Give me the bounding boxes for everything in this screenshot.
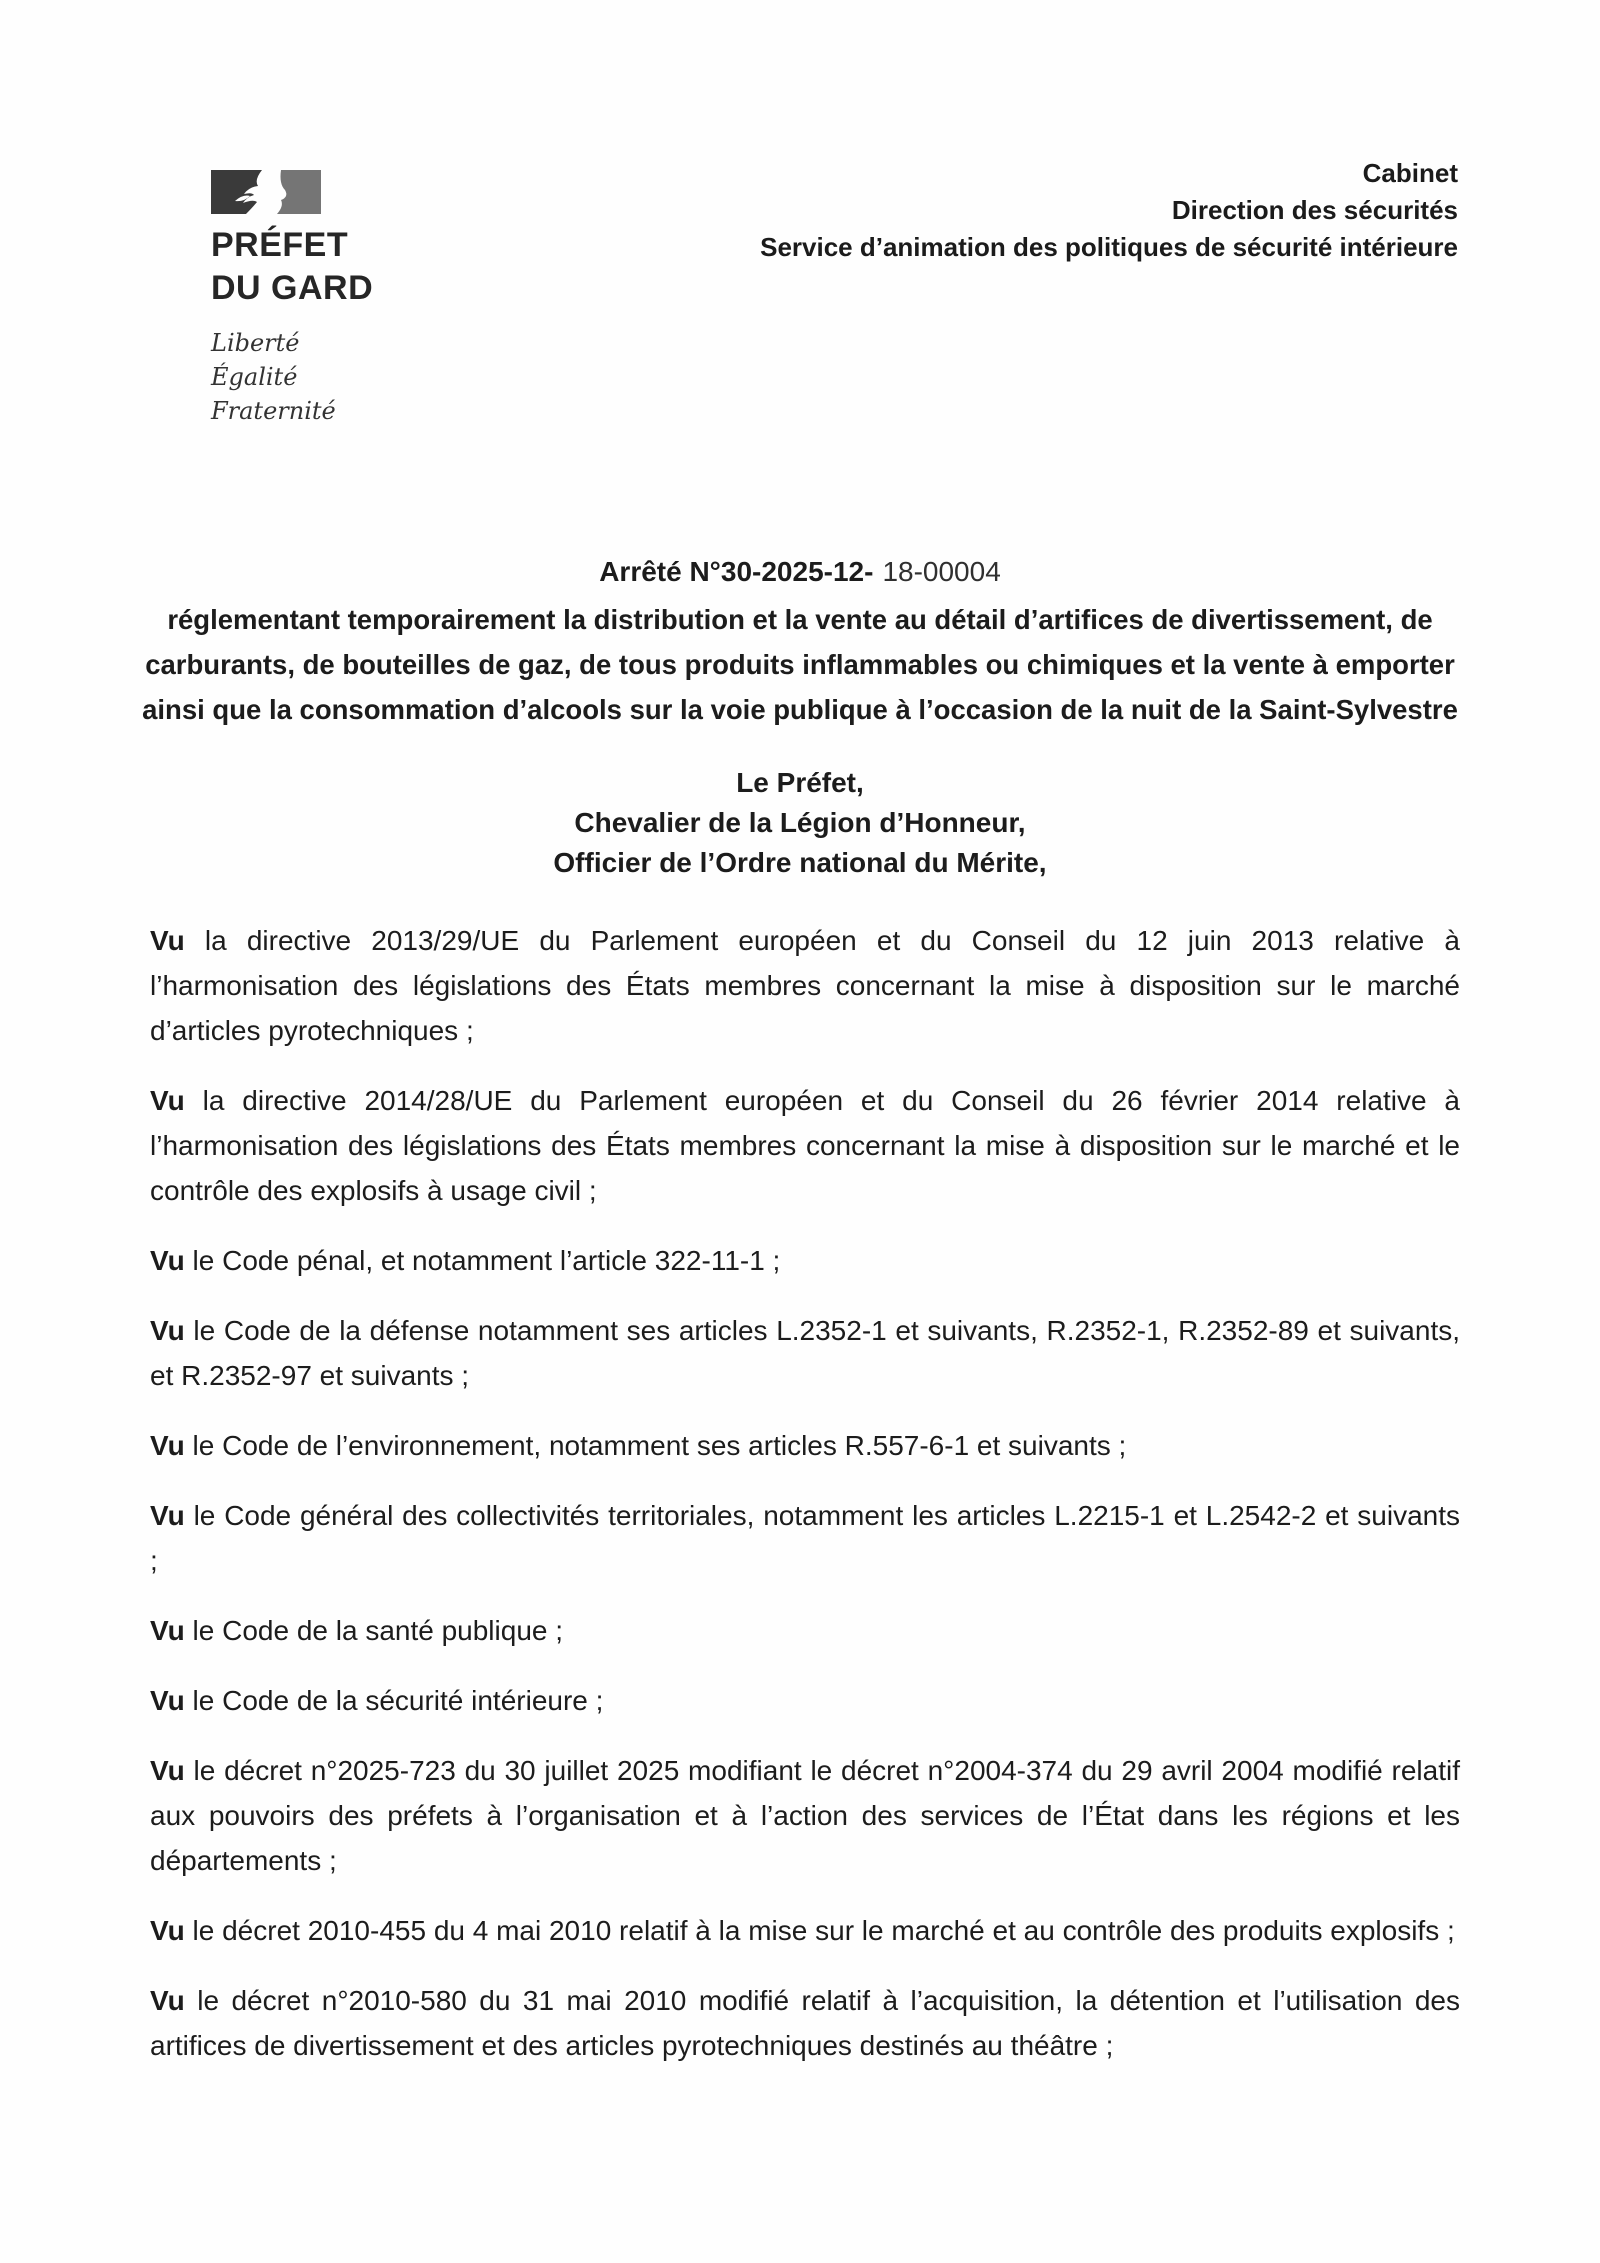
vu-lead: Vu — [150, 1755, 185, 1786]
recital-text: le décret n°2010-580 du 31 mai 2010 modifié relatif à l’acquisition, la détention et l’utilisation des artifices de divertissement et des articles pyrotechniques destinés au théâtre ; — [150, 1985, 1460, 2061]
vu-lead: Vu — [150, 1085, 185, 1116]
motto-egalite: Égalité — [211, 363, 298, 391]
header-department-block — [760, 155, 1458, 266]
recital-text: le Code général des collectivités territoriales, notamment les articles L.2215-1 et L.2542-2 et suivants ; — [150, 1500, 1460, 1576]
salutation-legion: Chevalier de la Légion d’Honneur, — [574, 807, 1026, 838]
prefecture-name — [211, 224, 373, 310]
motto-liberte: Liberté — [211, 329, 300, 357]
recital-text: le Code de la défense notamment ses articles L.2352-1 et suivants, R.2352-1, R.2352-89 et suivants, et R.2352-97 et suivants ; — [150, 1315, 1460, 1391]
marianne-logo-icon — [211, 170, 321, 214]
prefecture-name-line1: PRÉFET — [211, 226, 349, 264]
vu-lead: Vu — [150, 1615, 185, 1646]
salutation-merite: Officier de l’Ordre national du Mérite, — [553, 847, 1047, 878]
vu-lead: Vu — [150, 1915, 185, 1946]
recital-text: le décret 2010-455 du 4 mai 2010 relatif à la mise sur le marché et au contrôle des produits explosifs ; — [192, 1915, 1455, 1946]
recital-text: le Code de la sécurité intérieure ; — [192, 1685, 604, 1716]
arrete-subject: réglementant temporairement la distribution et la vente au détail d’artifices de divertissement, de carburants, de bouteilles de gaz, de tous produits inflammables ou chimiques et la vente à emporter ainsi que la consommation d’alcools sur la voie publique à l’occasion de la nuit de la Saint-Sylvestre — [142, 604, 1458, 725]
arrete-number-prefix: Arrêté N°30-2025-12- — [599, 556, 874, 587]
recital-text: le Code de la santé publique ; — [192, 1615, 564, 1646]
prefecture-logo-block — [211, 170, 373, 428]
arrete-number — [140, 556, 1460, 588]
recital-paragraph — [150, 1678, 1460, 1723]
recital-text: la directive 2013/29/UE du Parlement européen et du Conseil du 12 juin 2013 relative à l’harmonisation des législations des États membres concernant la mise à disposition sur le marché d’articles pyrotechniques ; — [150, 925, 1460, 1046]
vu-lead: Vu — [150, 1500, 185, 1531]
motto-fraternite: Fraternité — [211, 397, 336, 425]
recital-paragraph — [150, 1238, 1460, 1283]
recital-paragraph — [150, 1423, 1460, 1468]
salutation-prefet: Le Préfet, — [736, 767, 864, 798]
recital-paragraph — [150, 1308, 1460, 1398]
recital-paragraph — [150, 1493, 1460, 1583]
vu-lead: Vu — [150, 1430, 185, 1461]
republic-motto — [211, 326, 373, 428]
vu-lead: Vu — [150, 925, 185, 956]
vu-lead: Vu — [150, 1685, 185, 1716]
recital-paragraph — [150, 1908, 1460, 1953]
document-body — [140, 556, 1460, 2093]
vu-lead: Vu — [150, 1245, 185, 1276]
recital-text: le Code pénal, et notamment l’article 322-11-1 ; — [192, 1245, 781, 1276]
vu-lead: Vu — [150, 1315, 185, 1346]
recital-text: la directive 2014/28/UE du Parlement européen et du Conseil du 26 février 2014 relative à l’harmonisation des législations des États membres concernant la mise à disposition sur le marché et le contrôle des explosifs à usage civil ; — [150, 1085, 1461, 1206]
recital-paragraph — [150, 1078, 1460, 1213]
header-direction: Direction des sécurités — [1171, 195, 1458, 225]
recital-text: le décret n°2025-723 du 30 juillet 2025 modifiant le décret n°2004-374 du 29 avril 2004 modifié relatif aux pouvoirs des préfets à l’organisation et à l’action des services de l’État dans les régions et les départements ; — [150, 1755, 1460, 1876]
salutation-block — [140, 763, 1460, 883]
recital-paragraph — [150, 1608, 1460, 1653]
recitals-section — [140, 918, 1460, 2068]
recital-text: le Code de l’environnement, notamment ses articles R.557-6-1 et suivants ; — [192, 1430, 1127, 1461]
header-service: Service d’animation des politiques de sécurité intérieure — [760, 232, 1458, 262]
arrete-number-suffix: 18-00004 — [882, 556, 1001, 587]
recital-paragraph — [150, 1748, 1460, 1883]
header-cabinet: Cabinet — [1362, 158, 1458, 188]
recital-paragraph — [150, 1978, 1460, 2068]
vu-lead: Vu — [150, 1985, 185, 2016]
prefecture-name-line2: DU GARD — [211, 269, 374, 307]
recital-paragraph — [150, 918, 1460, 1053]
